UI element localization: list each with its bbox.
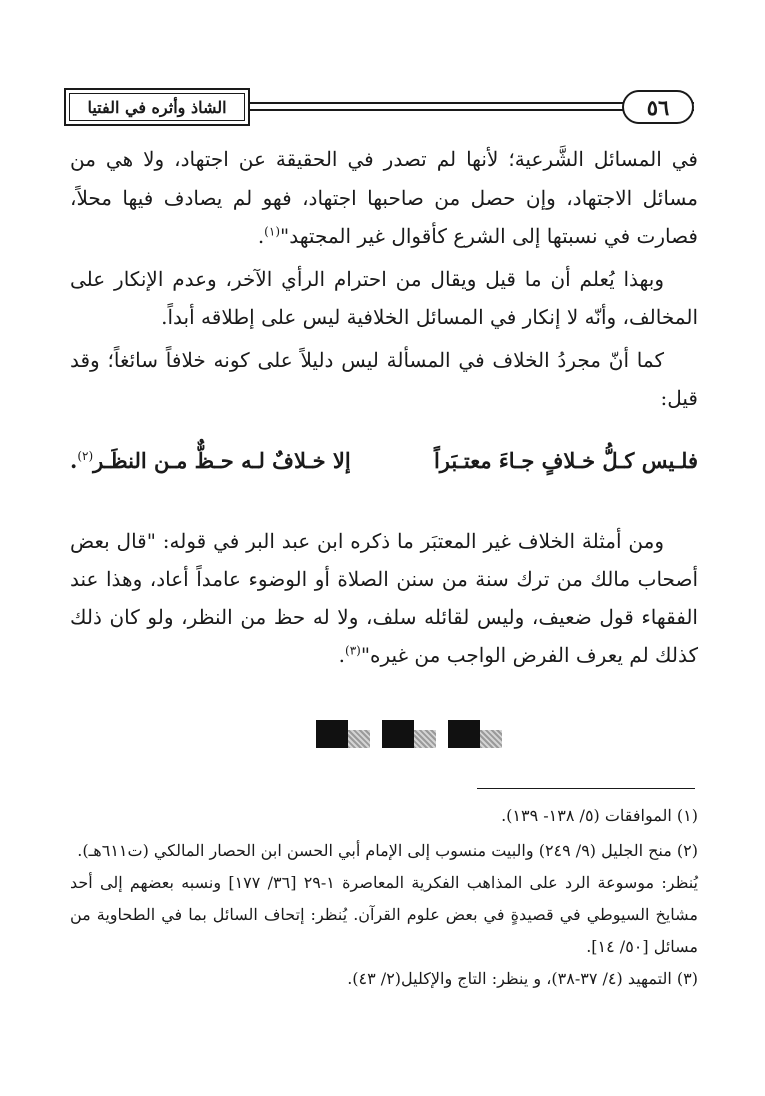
footnote-ref-3: (٣) bbox=[345, 643, 361, 658]
ornament-shadow bbox=[414, 730, 436, 748]
main-text-2 bbox=[70, 522, 698, 674]
page-header bbox=[64, 88, 694, 128]
paragraph-1 bbox=[70, 140, 698, 256]
footnote-3: (٣) التمهيد (٤/ ٣٧-٣٨)، و ينظر: التاج والإكليل(٢/ ٤٣). bbox=[347, 969, 698, 988]
footnote-1: (١) الموافقات (٥/ ١٣٨- ١٣٩). bbox=[501, 806, 698, 825]
verse-hemistich-2-wrap bbox=[70, 448, 400, 473]
ornament-block bbox=[448, 720, 480, 748]
verse-hemistich-2: إلا خـلافٌ لـه حـظٌّ مـن النظَـر bbox=[93, 448, 351, 473]
paragraph-1-text: في المسائل الشَّرعية؛ لأنها لم تصدر في الحقيقة عن اجتهاد، ولا هي من مسائل الاجتهاد، وإن حصل من صاحبها اجتهاد، فهو لم يصادف فيها محلاً، فصارت في نسبتها إلى الشرع كأقوال غير المجتهد" bbox=[70, 147, 698, 248]
ornament-shadow bbox=[480, 730, 502, 748]
verse-hemistich-1: فلـيس كـلُّ خـلافٍ جـاءَ معتـبَراً bbox=[433, 448, 698, 473]
ornament-block bbox=[382, 720, 414, 748]
paragraph-4 bbox=[70, 522, 698, 674]
footnote-ref-2: (٢) bbox=[77, 449, 94, 463]
page-number: ٥٦ bbox=[622, 90, 694, 124]
section-separator-ornament bbox=[316, 720, 506, 748]
verse-end: . bbox=[70, 448, 78, 473]
running-title: الشاذ وأثره في الفتيا bbox=[64, 88, 250, 126]
paragraph-4-text: ومن أمثلة الخلاف غير المعتبَر ما ذكره ابن عبد البر في قوله: "قال بعض أصحاب مالك من ترك سنة من سنن الصلاة أو الوضوء عامداً أعاد، وهذا عند الفقهاء قول ضعيف، وليس لقائله سلف، ولا له حظ من النظر، ولو كان ذلك كذلك لم يعرف الفرض الواجب من غيره" bbox=[70, 529, 698, 667]
ornament-shadow bbox=[348, 730, 370, 748]
footnote-2-continuation: يُنظر: موسوعة الرد على المذاهب الفكرية المعاصرة ١-٢٩ [٣٦/ ١٧٧] ونسبه بعضهم إلى أحد مشايخ السيوطي في قصيدةٍ في بعض علوم القرآن. يُنظر: إتحاف السائل بما في الطحاوية من مسائل [٥٠/ ١٤]. bbox=[70, 873, 699, 956]
poetry-verse bbox=[70, 448, 698, 488]
main-text bbox=[70, 140, 698, 418]
paragraph-4-end: . bbox=[338, 643, 345, 667]
paragraph-2: وبهذا يُعلم أن ما قيل ويقال من احترام الرأي الآخر، وعدم الإنكار على المخالف، وأنّه لا إنكار في المسائل الخلافية ليس على إطلاقه أبداً. bbox=[70, 266, 698, 329]
ornament-block bbox=[316, 720, 348, 748]
footnote-ref-1: (١) bbox=[264, 224, 280, 239]
footnote-rule bbox=[477, 788, 695, 789]
footnotes bbox=[70, 800, 698, 995]
paragraph-1-end: . bbox=[257, 224, 265, 248]
footnote-2: (٢) منح الجليل (٩/ ٢٤٩) والبيت منسوب إلى الإمام أبي الحسن ابن الحصار المالكي (ت٦١١هـ). bbox=[77, 841, 698, 860]
paragraph-3: كما أنّ مجردُ الخلاف في المسألة ليس دليلاً على كونه خلافاً سائغاً؛ وقد قيل: bbox=[70, 347, 698, 410]
